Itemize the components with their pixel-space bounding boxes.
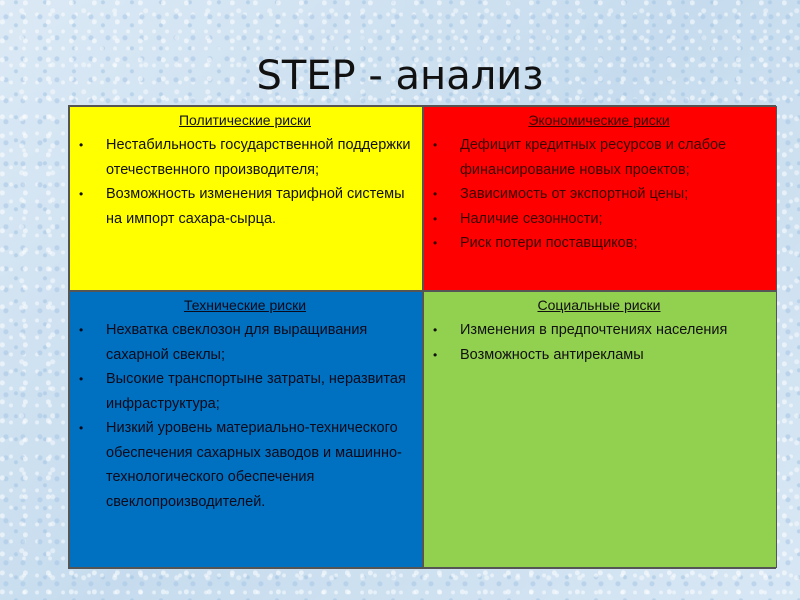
bullet-icon: • <box>433 211 438 226</box>
list-item-text: Возможность изменения тарифной системы на импорт сахара-сырца. <box>106 186 405 227</box>
economic-risks-cell <box>423 106 777 291</box>
slide-title: STEP - анализ <box>256 53 544 99</box>
bullet-icon: • <box>433 323 438 337</box>
political-risks-cell <box>69 106 423 291</box>
list-item <box>430 182 768 207</box>
list-item <box>76 318 414 367</box>
list-item <box>430 133 768 182</box>
list-item-text: Наличие сезонности; <box>460 210 603 227</box>
list-item <box>430 318 768 343</box>
bullet-icon: • <box>433 347 438 362</box>
technical-risks-list <box>76 318 414 514</box>
economic-risks-list <box>430 133 768 256</box>
list-item <box>430 207 768 232</box>
list-item-text: Возможность антирекламы <box>460 346 644 363</box>
technical-risks-heading: Технические риски <box>183 297 307 313</box>
list-item <box>76 367 414 416</box>
list-item-text: Изменения в предпочтениях населения <box>460 322 728 338</box>
list-item-text: Нестабильность государственной поддержки отечественного производителя; <box>106 137 411 178</box>
social-risks-heading: Социальные риски <box>537 297 661 313</box>
list-item <box>430 231 768 256</box>
bullet-icon: • <box>433 138 438 152</box>
political-risks-heading: Политические риски <box>178 112 311 128</box>
political-risks-list <box>76 133 414 231</box>
list-item <box>430 343 768 368</box>
bullet-icon: • <box>79 323 84 337</box>
bullet-icon: • <box>433 236 438 250</box>
bullet-icon: • <box>79 138 84 152</box>
list-item-text: Дефицит кредитных ресурсов и слабое финансирование новых проектов; <box>460 137 727 178</box>
list-item-text: Риск потери поставщиков; <box>460 235 638 251</box>
list-item-text: Высокие транспортыне затраты, неразвитая инфраструктура; <box>106 371 406 412</box>
list-item <box>76 133 414 182</box>
list-item-text: Зависимость от экспортной цены; <box>460 186 689 202</box>
bullet-icon: • <box>79 372 84 386</box>
bullet-icon: • <box>79 187 84 201</box>
list-item <box>76 182 414 231</box>
economic-risks-heading: Экономические риски <box>528 112 670 128</box>
step-analysis-table <box>68 105 776 569</box>
bullet-icon: • <box>79 421 84 435</box>
list-item-text: Низкий уровень материально-технического обеспечения сахарных заводов и машинно-технологического обеспечения свеклопроизводителей. <box>106 420 402 510</box>
technical-risks-cell <box>69 291 423 568</box>
list-item-text: Нехватка свеклозон для выращивания сахарной свеклы; <box>106 322 368 363</box>
list-item <box>76 416 414 514</box>
bullet-icon: • <box>433 187 438 201</box>
social-risks-cell <box>423 291 777 568</box>
social-risks-list <box>430 318 768 367</box>
